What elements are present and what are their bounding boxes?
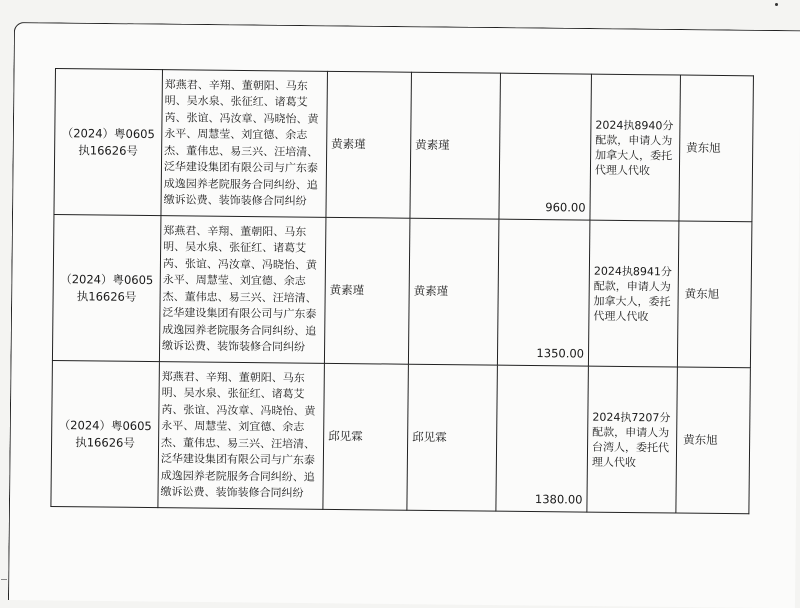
handler-cell: 黄东旭 — [679, 75, 754, 222]
table-row — [51, 360, 750, 513]
parties-cell: 郑燕君、辛翔、董朝阳、马东明、吴水泉、张征红、诸葛艾芮、张谊、冯汝章、冯晓怡、黄永平、周慧莹、刘宜德、余志杰、董伟忠、易三兴、汪培清、泛华建设集团有限公司与广东泰成逸园养老院服务合同纠纷、追缴诉讼费、装饰装修合同纠纷 — [158, 362, 325, 510]
parties-cell: 郑燕君、辛翔、董朝阳、马东明、吴水泉、张征红、诸葛艾芮、张谊、冯汝章、冯晓怡、黄永平、周慧莹、刘宜德、余志杰、董伟忠、易三兴、汪培清、泛华建设集团有限公司与广东泰成逸园养老院服务合同纠纷、追缴诉讼费、装饰装修合同纠纷 — [159, 216, 326, 364]
amount-cell: 1350.00 — [497, 219, 590, 366]
note-cell: 2024执8941分配款，申请人为加拿大人，委托代理人代收 — [588, 220, 679, 367]
note-cell: 2024执8940分配款，申请人为加拿大人，委托代理人代收 — [590, 74, 681, 221]
recipient-cell: 邱见霖 — [407, 364, 498, 511]
payee-cell: 邱见霖 — [323, 363, 409, 510]
note-cell: 2024执7207分配款，申请人为台湾人，委托代理人代收 — [587, 366, 678, 513]
scan-mark — [1, 579, 7, 580]
scan-speck — [775, 3, 778, 6]
payee-cell: 黄素瑾 — [326, 71, 412, 218]
table-row — [54, 69, 753, 222]
parties-cell: 郑燕君、辛翔、董朝阳、马东明、吴水泉、张征红、诸葛艾芮、张谊、冯汝章、冯晓怡、黄永平、周慧莹、刘宜德、余志杰、董伟忠、易三兴、汪培清、泛华建设集团有限公司与广东泰成逸园养老院服务合同纠纷、追缴诉讼费、装饰装修合同纠纷 — [161, 70, 328, 218]
case-number-cell: （2024）粤0605执16626号 — [51, 360, 160, 507]
amount-cell: 960.00 — [499, 73, 592, 220]
payee-cell: 黄素瑾 — [324, 217, 410, 364]
amount-cell: 1380.00 — [496, 365, 589, 512]
case-number-cell: （2024）粤0605执16626号 — [52, 214, 161, 361]
table-row — [52, 214, 751, 367]
case-number-cell: （2024）粤0605执16626号 — [54, 69, 163, 216]
recipient-cell: 黄素瑾 — [410, 72, 501, 219]
distribution-table — [50, 68, 754, 514]
handler-cell: 黄东旭 — [677, 221, 752, 368]
recipient-cell: 黄素瑾 — [408, 218, 499, 365]
handler-cell: 黄东旭 — [676, 367, 751, 514]
